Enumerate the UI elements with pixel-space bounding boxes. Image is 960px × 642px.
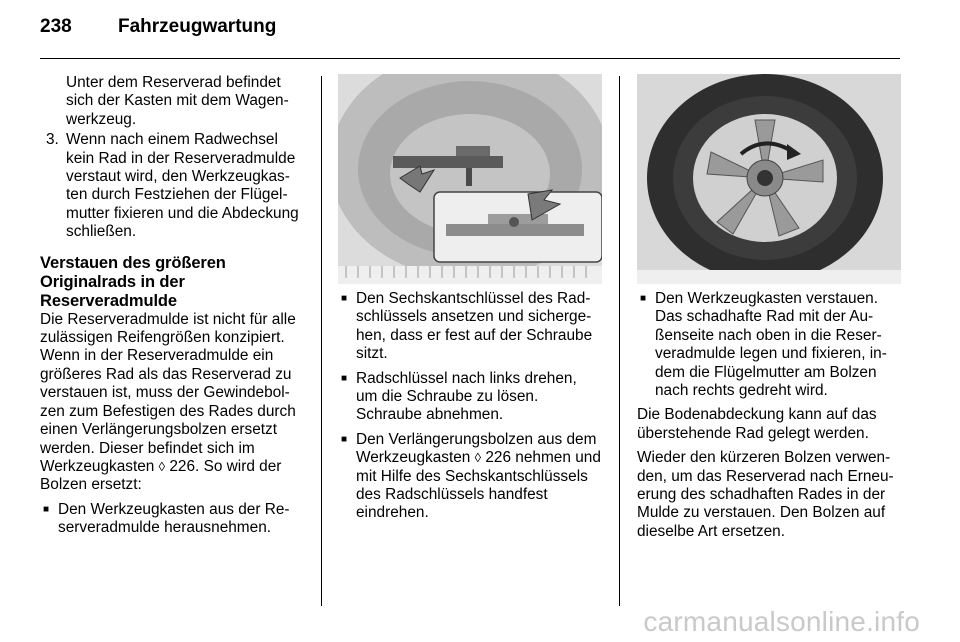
bullet-square-icon: ■ xyxy=(341,372,348,384)
list-item: ■ Den Sechskantschlüssel des Radschlüssels ansetzen und sichergehen, dass er fest auf der Schraube sitzt. xyxy=(338,290,602,364)
intro-paragraph: Unter dem Reserverad befindet sich der Kasten mit dem Wagenwerkzeug. xyxy=(66,74,289,128)
figure-wrench-extension-bolt xyxy=(338,74,602,284)
header-rule xyxy=(40,58,900,59)
paragraph: Wieder den kürzeren Bolzen verwenden, um das Reserverad nach Erneuerung des schadhaften Rades in der Mulde zu verstauen. Den Bolzen auf dieselbe Art ersetzen. xyxy=(637,449,894,540)
chapter-title: Fahrzeugwartung xyxy=(118,16,277,37)
bullet-square-icon: ■ xyxy=(640,293,647,304)
bullet-square-icon: ■ xyxy=(341,293,348,304)
section-heading: Verstauen des größeren Originalrads in der Reserveradmulde xyxy=(40,253,226,310)
list-item: ■ Den Verlängerungsbolzen aus dem Werkzeugkasten ◊ 226 nehmen und mit Hilfe des Sechskantschlüssels des Radschlüssels handfest eindrehen. xyxy=(338,431,602,523)
bullet-square-icon: ■ xyxy=(341,433,348,445)
paragraph: Die Bodenabdeckung kann auf das überstehende Rad gelegt werden. xyxy=(637,406,877,442)
page-header xyxy=(40,16,276,50)
page-number: 238 xyxy=(40,16,72,37)
page-reference-icon[interactable]: ◊ xyxy=(158,458,166,474)
step-text: Wenn nach einem Radwechsel kein Rad in der Reserveradmulde verstaut wird, den Werkzeugkasten durch Festziehen der Flügelmutter fixieren und die Abdeckung schließen. xyxy=(66,131,299,241)
section-paragraph: Die Reserveradmulde ist nicht für alle zulässigen Reifengrößen konzipiert. Wenn in der Reserveradmulde ein größeres Rad als das Reserverad zu verstauen ist, muss der Gewindebolzen zum Befestigen des Rades durch einen Verlängerungsbolzen ersetzt werden. Dieser befindet sich im Werkzeugkasten ◊ 226. So wird der Bolzen ersetzt: xyxy=(40,310,296,494)
column-right xyxy=(637,74,903,541)
bullet-square-icon: ■ xyxy=(43,503,50,515)
column-left xyxy=(40,74,306,538)
list-item: ■ Den Werkzeugkasten verstauen. Das schadhafte Rad mit der Außenseite nach oben in die Reserveradmulde legen und fixieren, indem die Flügelmutter am Bolzen nach rechts gedreht wird. xyxy=(637,290,903,400)
figure-spare-wheel xyxy=(637,74,901,284)
column-middle xyxy=(338,74,602,523)
spare-wheel-illustration xyxy=(637,74,901,284)
watermark: carmanualsonline.info xyxy=(643,606,920,637)
page-reference-icon[interactable]: ◊ xyxy=(474,450,482,466)
column-divider xyxy=(619,76,620,606)
step-number: 3. xyxy=(46,131,59,149)
list-item: ■ Radschlüssel nach links drehen, um die Schraube zu lösen. Schraube abnehmen. xyxy=(338,370,602,425)
column-divider xyxy=(321,76,322,606)
step-3 xyxy=(40,131,306,241)
list-item: ■ Den Werkzeugkasten aus der Reserveradmulde herausnehmen. xyxy=(40,501,306,538)
wrench-bolt-illustration xyxy=(338,74,602,284)
